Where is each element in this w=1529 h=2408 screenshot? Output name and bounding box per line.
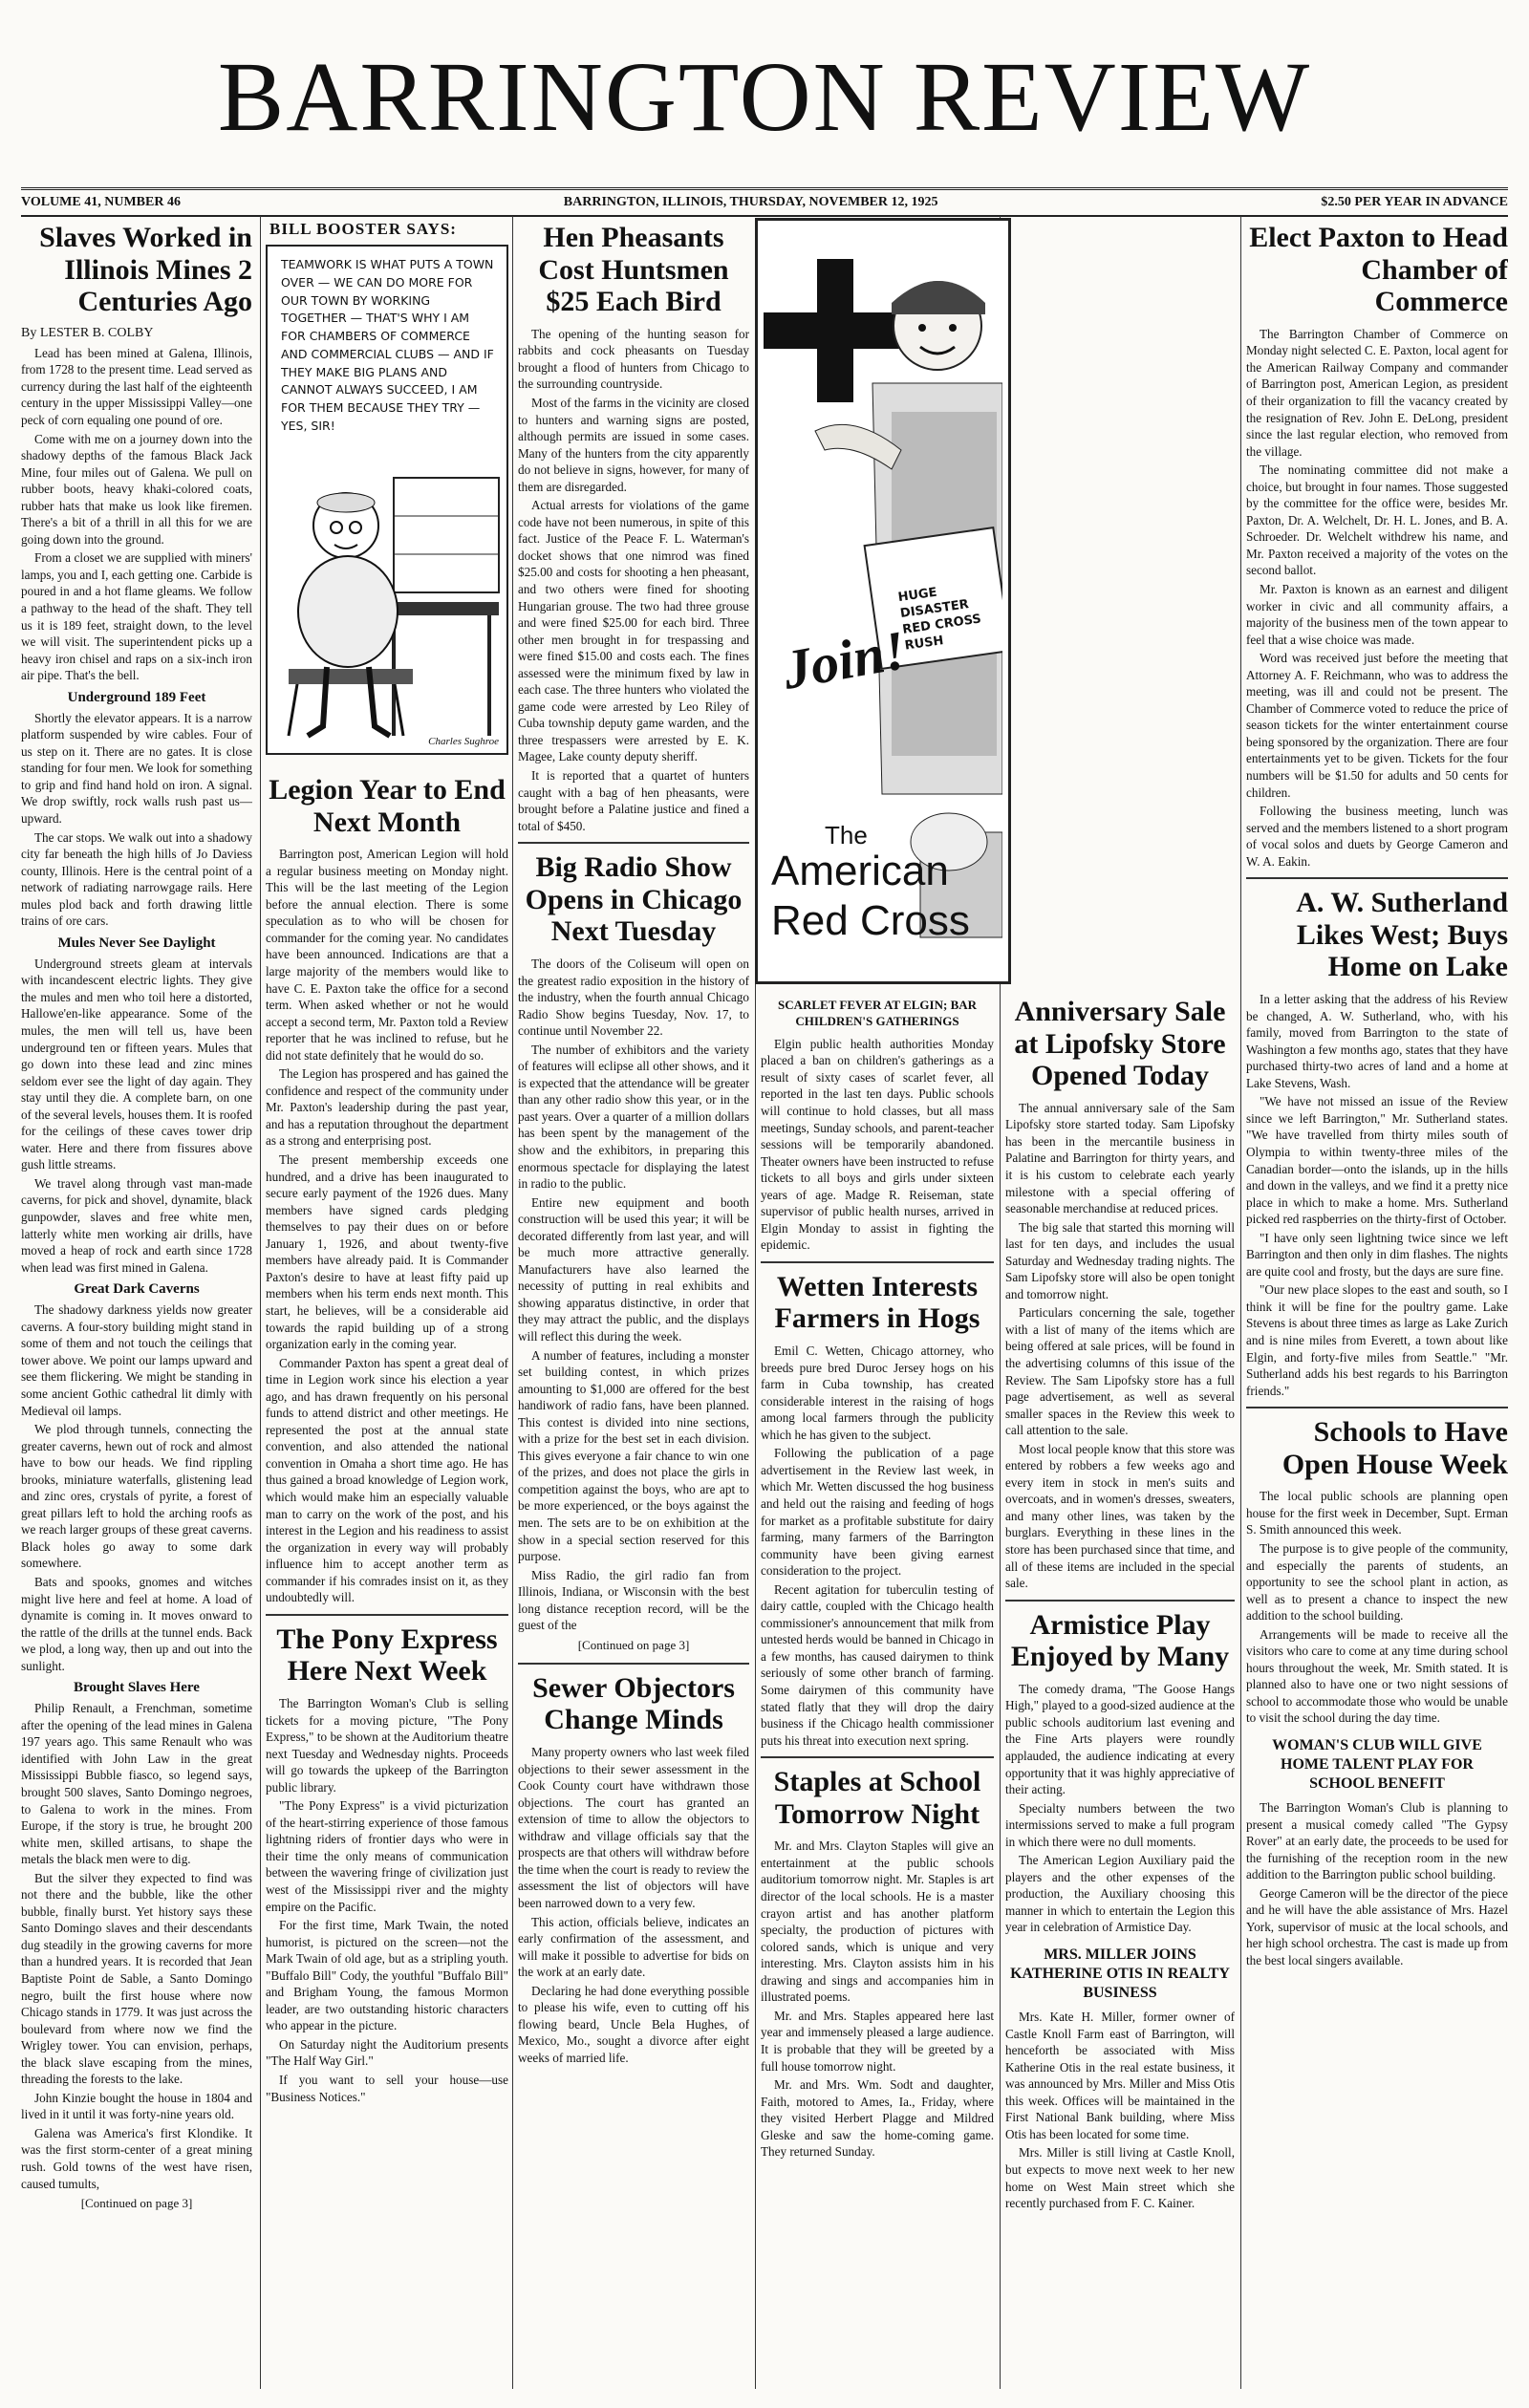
volume-number: VOLUME 41, NUMBER 46 xyxy=(21,195,181,209)
paragraph: Bats and spooks, gnomes and witches might live here and feel at home. A load of dynamite is coming in. It moves onward to the rattle of the drills at the tunnel ends. Back we plod, a long way, then up and out into the sunlight. xyxy=(21,1574,252,1673)
paragraph: Declaring he had done everything possible to please his wife, even to cutting off his flowing beard, Uncle Bela Hughes, of Mexico, Mo., sought a divorce after eight weeks of married life. xyxy=(518,1983,749,2065)
bill-booster-cartoon xyxy=(266,245,508,755)
subheading: Underground 189 Feet xyxy=(67,689,206,705)
article-headline: Legion Year to End Next Month xyxy=(269,774,506,838)
bill-booster-illustration xyxy=(269,459,505,745)
paragraph: Word was received just before the meeting that Attorney A. F. Reichmann, who was to address the meeting, was ill and could not be present. The Chamber of Commerce voted to reduce the price of season tickets for the winter entertainment course being sponsored by the organization. There are four entertainments yet to be given. Tickets for the four numbers will be $1.50 for adults and 50 cents for children. xyxy=(1246,651,1508,800)
paragraph: Mr. and Mrs. Clayton Staples will give an entertainment at the public schools auditorium tomorrow night. Mr. Staples is art director of the local schools. He is a master crayon artist and has another platform specialty, the production of pictures with colored sands, which is unique and very interesting. Mrs. Clayton assists him in his drawing and sings and accompanies him in illustrated poems. xyxy=(761,1838,994,2005)
paragraph: For the first time, Mark Twain, the noted humorist, is pictured on the screen—not the Mark Twain of old age, but as a stripling youth. "Buffalo Bill" Cody, the youthful "Buffalo Bill" and Brigham Young, the famous Mormon leader, are two outstanding historic characters who appear in the picture. xyxy=(266,1918,508,2033)
paragraph: John Kinzie bought the house in 1804 and lived in it until it was forty-nine years old. xyxy=(21,2090,252,2122)
paragraph: It is reported that a quartet of hunters caught with a bag of hen pheasants, were brought before a Palatine justice and fined a total of $450. xyxy=(518,768,749,833)
article-headline: The Pony Express Here Next Week xyxy=(276,1623,498,1688)
article-headline: SCARLET FEVER AT ELGIN; BAR CHILDREN'S GATHERINGS xyxy=(777,998,978,1028)
divider xyxy=(1005,1600,1235,1602)
paragraph: The doors of the Coliseum will open on the greatest radio exposition in the history of the industry, when the fourth annual Chicago Radio Show begins Tuesday, Nov. 17, to continue until November 22. xyxy=(518,956,749,1039)
newspaper-in-poster-text: HUGE DISASTER RED CROSS RUSH xyxy=(896,585,982,654)
subheading: Brought Slaves Here xyxy=(74,1680,200,1696)
paragraph: The car stops. We walk out into a shadowy city far beneath the high hills of Jo Daviess county, Illinois. Here is the central point of a network of radiating narrowgage rails. Here mules plod back and forth drawing little trains of ore cars. xyxy=(21,829,252,929)
paragraph: "I have only seen lightning twice since we left Barrington and then only in dim flashes. The nights are quite cool and frosty, but the days are sure fine. xyxy=(1246,1230,1508,1279)
bill-booster-title: BILL BOOSTER SAYS: xyxy=(269,220,457,238)
article-headline: MRS. MILLER JOINS KATHERINE OTIS IN REALTY BUSINESS xyxy=(1010,1946,1230,2002)
paragraph: The Barrington Chamber of Commerce on Monday night selected C. E. Paxton, local agent for the American Railway Company and commander of Barrington post, American Legion, as president of their organization to fill the vacancy created by the resignation of Rev. John E. DeLong, president since the last regular election, who removed from the village. xyxy=(1246,326,1508,459)
place-date: BARRINGTON, ILLINOIS, THURSDAY, NOVEMBER 12, 1925 xyxy=(563,195,938,209)
paragraph: Actual arrests for violations of the game code have not been numerous, in spite of this fact. Justice of the Peace F. L. Waterman's docket shows that one nimrod was fined $25.00 and costs for shooting a hen pheasant, and two others were fined for shooting Hungarian grouse. The two had three grouse and were fined $25.00 for each bird. Three other men brought in for trespassing and were fined $15.00 and costs each. The fines assessed were the minimum fixed by law in each case. The three hunters who violated the game code were arrested by Leo Riley of Cuba township deputy game warden, and the three trespassers were arrested by E. K. Magee, Lake county deputy sheriff. xyxy=(518,498,749,764)
paragraph: The Legion has prospered and has gained the confidence and respect of the community under Mr. Paxton's leadership during the past year, and has a reputation throughout the department as a strong and enterprising post. xyxy=(266,1066,508,1149)
column-5 xyxy=(1005,990,1235,2389)
paragraph: Entire new equipment and booth construction will be used this year; it will be decorated differently from last year, and will be much more attractive generally. Manufacturers have also learned the necessity of putting in real exhibits and showing apparatus distinctive, in order that they may attract the public, and the displays will reflect this during the week. xyxy=(518,1194,749,1344)
divider xyxy=(518,842,749,844)
column-rule xyxy=(512,216,513,2389)
paragraph: Barrington post, American Legion will hold a regular business meeting on Monday night. This will be the last meeting of the Legion before the annual election. There is some speculation as to who will be chosen for commander for the coming year. No candidates have been announced. Indications are that a large majority of the members would like to have C. E. Paxton take the office for a second term. When asked whether or not he would accept a second term, Mr. Paxton told a Review reporter that he was inclined to refuse, but he did not state definitely that he would do so. xyxy=(266,847,508,1063)
org-line-the: The xyxy=(825,821,868,849)
paragraph: Many property owners who last week filed objections to their sewer assessment in the Cook County court have withdrawn those objections. The court has granted an extension of time to allow the objectors to withdraw and village officials say that the prospects are that others will withdraw before the time when the court is ready to review the assessment the list of objectors will have been narrowed down to a very few. xyxy=(518,1745,749,1910)
paragraph: Emil C. Wetten, Chicago attorney, who breeds pure bred Duroc Jersey hogs on his farm in Cuba township, has created considerable interest in the raising of hogs among local farmers through the publicity which he has given to the subject. xyxy=(761,1344,994,1442)
paragraph: Mrs. Kate H. Miller, former owner of Castle Knoll Farm east of Barrington, will henceforth be associated with Miss Katherine Otis in the real estate business, it was announced by Mrs. Miller and Miss Otis this week. Offices will be maintained in the First National Bank building, where Miss Otis has been located for some time. xyxy=(1005,2010,1235,2141)
divider xyxy=(761,1756,994,1758)
paragraph: George Cameron will be the director of the piece and he will have the able assistance of Mrs. Hazel York, supervisor of music at the local schools, and her high school orchestra. The cast is made up from the best local singers available. xyxy=(1246,1885,1508,1967)
masthead: BARRINGTON REVIEW xyxy=(217,42,1312,152)
subheading: Great Dark Caverns xyxy=(74,1281,200,1298)
paragraph: We plod through tunnels, connecting the greater caverns, hewn out of rock and almost have to bow our heads. We find rippling brooks, miniature waterfalls, glistening lead and zinc ores, crystals of pyrite, a forest of great pillars left to hold the arching roofs as we reach larger groups of these great caverns. Black holes go away to some dark somewhere. xyxy=(21,1422,252,1571)
divider xyxy=(761,1261,994,1263)
paragraph: The local public schools are planning open house for the first week in December, Supt. Erman S. Smith announced this week. xyxy=(1246,1489,1508,1537)
paragraph: Philip Renault, a Frenchman, sometime after the opening of the lead mines in Galena 197 years ago. This same Renault who was identified with John Law in the great Mississippi Bubble fiasco, so legend says, brought 500 slaves, Santo Domingo negroes, to Galena to work in the mines. From Europe, if the story is true, he brought 200 white men, skilled artisans, to shape the metals the black men were to dig. xyxy=(21,1701,252,1867)
red-cross-advertisement xyxy=(755,218,1011,984)
column-4 xyxy=(761,990,994,2389)
paragraph: Mrs. Miller is still living at Castle Knoll, but expects to move next week to her new home on West Main street which she recently purchased from F. C. Kainer. xyxy=(1005,2145,1235,2211)
column-1 xyxy=(21,216,252,2389)
article-headline: Elect Paxton to Head Chamber of Commerce xyxy=(1249,222,1508,318)
paragraph: Galena was America's first Klondike. It was the first storm-center of a great mining rush. Gold towns of the west have risen, caused tumults, xyxy=(21,2125,252,2191)
paragraph: This action, officials believe, indicates an early confirmation of the assessment, and will make it possible to advertise for bids on the work at an early date. xyxy=(518,1914,749,1980)
paragraph: Following the publication of a page advertisement in the Review last week, in which Mr. Wetten discussed the hog business and held out the raising and feeding of hogs for market as a profitable substitute for dairy farming, many farmers of the Barrington community have been giving earnest consideration to the project. xyxy=(761,1446,994,1579)
paragraph: The present membership exceeds one hundred, and a drive has been inaugurated to secure early payment of the 1926 dues. Many members have signed cards pledging themselves to pay their dues on or before January 1, 1926, and about twenty-five members have already paid. It is Commander Paxton's desire to have at least fifty paid up members when his term ends next month. This start, he believes, will be a considerable aid towards the rapid building up of a strong organization early in the coming year. xyxy=(266,1152,508,1352)
article-headline: WOMAN'S CLUB WILL GIVE HOME TALENT PLAY FOR SCHOOL BENEFIT xyxy=(1272,1737,1482,1793)
paragraph: But the silver they expected to find was not there and the bubble, like the other bubble, finally burst. Yet history says these Santo Domingo slaves and their descendants dug steadily in the growing caverns for more than a hundred years. It is recorded that Jean Baptiste Point de Sable, a Santo Domingo negro, built the first house where now Chicago stands in 1779. It was just across the boulevard from where now we find the Wrigley tower. You can envision, perhaps, the black slave escaping from the mines, threading the forests to the lake. xyxy=(21,1870,252,2087)
paragraph: The Barrington Woman's Club is selling tickets for a moving picture, "The Pony Express," to be shown at the Auditorium theatre next Tuesday and Wednesday nights. Proceeds will go towards the upkeep of the Barrington public library. xyxy=(266,1695,508,1795)
paragraph: The shadowy darkness yields now greater caverns. A four-story building might stand in some of them and not touch the ceilings that tower above. We point our lamps upward and see them flickering. We might be standing in some ancient Gothic cathedral lit dimly with Medieval oil lamps. xyxy=(21,1302,252,1418)
article-headline: Anniversary Sale at Lipofsky Store Opened Today xyxy=(1014,996,1226,1092)
divider xyxy=(518,1663,749,1665)
paragraph: Most local people know that this store was entered by robbers a few weeks ago and every item in stock in men's suits and overcoats, and in women's dresses, sweaters, and many other lines, was taken by the burglars. Everything in these lines in the store has been purchased since that time, and all of these items are included in the special sale. xyxy=(1005,1441,1235,1591)
paragraph: The comedy drama, "The Goose Hangs High," played to a good-sized audience at the public schools auditorium last evening and the Fine Arts players were roundly applauded, the audience indicating at every opportunity that it was highly appreciative of their acting. xyxy=(1005,1681,1235,1797)
paragraph: Specialty numbers between the two intermissions served to make a full program in which there were no dull moments. xyxy=(1005,1800,1235,1849)
paragraph: Arrangements will be made to receive all the visitors who care to come at any time during school hours throughout the week, Mr. Smith stated. It is planned also to have one or two night sessions of school to accommodate those who would be unable to visit the school during the day time. xyxy=(1246,1626,1508,1726)
cartoon-speech-text: TEAMWORK IS WHAT PUTS A TOWN OVER — WE CAN DO MORE FOR OUR TOWN BY WORKING TOGETHER — THAT'S WHY I AM FOR CHAMBERS OF COMMERCE AND COMMERCIAL CLUBS — AND IF THEY MAKE BIG PLANS AND CANNOT ALWAYS SUCCEED, I AM FOR THEM BECAUSE THEY TRY — YES, SIR! xyxy=(281,257,494,433)
paragraph: Underground streets gleam at intervals with incandescent electric lights. They give the mules and men who toil here a distorted, Hallowe'en-like appearance. Some of the mules, the men will tell us, have been underground ten or fifteen years. Mules that go down into these lead and zinc mines seldom ever see the light of day again. They stay until they die. A complete barn, on one of the several levels, houses them. It is roofed for the ceilings of these caves tower drip water. Here and there from fissures above gush little streams. xyxy=(21,956,252,1172)
paragraph: Lead has been mined at Galena, Illinois, from 1728 to the present time. Lead served as currency during the last half of the eighteenth century in the upper Mississippi Valley—one peck of corn equaling one pound of ore. xyxy=(21,345,252,427)
org-line-red-cross: Red Cross xyxy=(771,897,970,944)
paragraph: Miss Radio, the girl radio fan from Illinois, Indiana, or Wisconsin with the best long distance reception record, will be the guest of the xyxy=(518,1567,749,1633)
paragraph: The opening of the hunting season for rabbits and cock pheasants on Tuesday brought a flood of hunters from Chicago to the surrounding countryside. xyxy=(518,326,749,392)
byline: By LESTER B. COLBY xyxy=(21,325,154,340)
divider xyxy=(1246,1407,1508,1408)
article-headline: Slaves Worked in Illinois Mines 2 Centuries Ago xyxy=(39,222,252,318)
paragraph: A number of features, including a monster set building contest, in which prizes amounting to $1,000 are offered for the best handiwork of radio fans, have been planned. This contest is divided into nine sections, with a prize for the best set in each division. This gives everyone a fair chance to win one of the prizes, and does not place the girls in competition against the boys, who are apt to be more experienced, or the boys against the men. The sets are to be on exhibition at the show in a special section reserved for this purpose. xyxy=(518,1347,749,1564)
paragraph: Shortly the elevator appears. It is a narrow platform suspended by wire cables. Four of us step on it. There are no gates. It is close standing for four men. We look for something to grip and find hand hold on iron. A signal. We drop swiftly, rock walls rush past us—upward. xyxy=(21,710,252,826)
paragraph: Come with me on a journey down into the shadowy depths of the famous Black Jack Mine, four miles out of Galena. We pull on rubber boots, heavy khaki-colored coats, rubber hats that make us look like firemen. There's a bit of a thrill in all this for we are going down into the ground. xyxy=(21,431,252,547)
paragraph: "We have not missed an issue of the Review since we left Barrington," Mr. Sutherland states. "We have travelled from thirty miles south of Olympia to within twenty-three miles of the Canadian border—onto the islands, up in the hills and down in the valleys, and we find it a pretty nice place in which to make a home. Mrs. Sutherland picked red raspberries on the thirty-first of October. xyxy=(1246,1094,1508,1227)
cartoon-signature: Charles Sughroe xyxy=(428,736,499,747)
paragraph: The number of exhibitors and the variety of features will eclipse all other shows, and it is expected that the attendance will be greater than any other radio show this year, or in the past years. Over a quarter of a million dollars has been spent by the management of the show and the exhibitors, in preparing this enormous spectacle for displaying the latest in radio to the public. xyxy=(518,1042,749,1192)
paragraph: The American Legion Auxiliary paid the players and the other expenses of the production, the Auxiliary choosing this manner in which to entertain the Legion this year in celebration of Armistice Day. xyxy=(1005,1853,1235,1935)
paragraph: Commander Paxton has spent a great deal of time in Legion work since his election a year ago, and has drawn frequently on his personal funds to attend district and other meetings. He represented the post at the annual state convention, and also attended the national convention in Omaha a short time ago. He has thus gained a broad knowledge of Legion work, which would make him an especially valuable man to carry on the work of the post, and his interest in the Legion and his readiness to assist the organization in every way will probably influence him to accept another term as commander if his comrades insist on it, as they undoubtedly will. xyxy=(266,1355,508,1605)
column-rule xyxy=(260,216,261,2389)
paragraph: On Saturday night the Auditorium presents "The Half Way Girl." xyxy=(266,2036,508,2069)
paragraph: The big sale that started this morning will last for ten days, and includes the usual Saturday and Wednesday trading nights. The Sam Lipofsky store will also be open tonight and tomorrow night. xyxy=(1005,1219,1235,1301)
column-3 xyxy=(518,216,749,2389)
article-headline: Big Radio Show Opens in Chicago Next Tuesday xyxy=(525,851,743,948)
article-headline: Schools to Have Open House Week xyxy=(1281,1416,1508,1480)
paragraph: We travel along through vast man-made caverns, for pick and shovel, dynamite, black gunpowder, slaves and free white men, latterly white men working air drills, have moved a heap of rock and earth since 1728 when lead was first mined in Galena. xyxy=(21,1175,252,1275)
paragraph: The nominating committee did not make a choice, but brought in four names. Those suggested by the committee for the office were, besides Mr. Paxton, Dr. A. Welchelt, Dr. H. L. Jones, and B. A. Schroeder. Dr. Welchelt withdrew his name, and Mr. Paxton received a majority of the votes on the second ballot. xyxy=(1246,462,1508,578)
paragraph: The purpose is to give people of the community, and especially the parents of students, an opportunity to see the school plant in action, as well as to present a chance to inspect the new addition to the school building. xyxy=(1246,1541,1508,1623)
org-line-american: American xyxy=(771,848,949,894)
column-rule xyxy=(755,984,756,2389)
paragraph: "The Pony Express" is a vivid picturization of the heart-stirring experience of those famous lightning riders of frontier days who were in their time the only means of communication between the wavering fringe of civilization just west of the Mississippi river and the mighty empire on the Pacific. xyxy=(266,1798,508,1914)
paragraph: Recent agitation for tuberculin testing of dairy cattle, coupled with the Chicago health commissioner's announcement that milk from untested herds would be banned in Chicago in a few months, has caused dairymen to think seriously of some other branch of farming. Some dairymen of this community have stated flatly that they will drop the dairy business if the Chicago health commissioner puts his threat into execution next spring. xyxy=(761,1581,994,1748)
paragraph: Following the business meeting, lunch was served and the members listened to a short program of vocal solos and duets by George Cameron and W. A. Eakin. xyxy=(1246,804,1508,869)
paragraph: Mr. and Mrs. Staples appeared here last year and immensely pleased a large audience. It is probable that they will be greeted by a full house tomorrow night. xyxy=(761,2008,994,2074)
subscription-price: $2.50 PER YEAR IN ADVANCE xyxy=(1321,195,1508,209)
article-headline: Staples at School Tomorrow Night xyxy=(773,1766,981,1830)
paragraph: From a closet we are supplied with miners' lamps, you and I, each getting one. Carbide is poured in and a hot flame gleams. We follow a pathway to the head of the shaft. They tell us it is 189 feet, straight down, to the level we will visit. The superintendent picks up a heavy iron chisel and raps on a six-inch iron air pipe. That's the bell. xyxy=(21,550,252,683)
article-headline: Sewer Objectors Change Minds xyxy=(532,1671,735,1736)
dateline-bar xyxy=(21,187,1508,217)
paragraph: Particulars concerning the sale, together with a list of many of the items which are being offered at sale prices, will be found in the advertising columns of this issue of the Review. The Sam Lipofsky store has a full page advertisement, as well as several smaller spaces in the Review this week to call attention to the sale. xyxy=(1005,1305,1235,1438)
divider xyxy=(1246,877,1508,879)
article-headline: Wetten Interests Farmers in Hogs xyxy=(774,1270,980,1335)
paragraph: Mr. Paxton is known as an earnest and diligent worker in civic and all community affairs, a majority of the business men of the town appear to feel that a wise choice was made. xyxy=(1246,581,1508,647)
column-rule xyxy=(1240,216,1241,2389)
divider xyxy=(266,1614,508,1616)
continued-note: [Continued on page 3] xyxy=(577,1637,690,1652)
paragraph: The Barrington Woman's Club is planning to present a musical comedy called "The Gypsy Rover" at an early date, the proceeds to be used for the furnishing of the reception room in the new addition to the Barrington public school building. xyxy=(1246,1800,1508,1882)
paragraph: "Our new place slopes to the east and south, so I think it will be fine for the poultry game. Lake Stevens is about three times as large as Lake Zurich and is nine miles from Everett, a town about like Elgin, and forty-five miles from Seattle." "Mr. Sutherland adds his best regards to his Barrington friends." xyxy=(1246,1282,1508,1398)
paragraph: Mr. and Mrs. Wm. Sodt and daughter, Faith, motored to Ames, Ia., Friday, where they visited Herbert Plagge and Mildred Gleske and saw the home-coming game. They returned Sunday. xyxy=(761,2077,994,2160)
subheading: Mules Never See Daylight xyxy=(57,935,216,951)
paragraph: Elgin public health authorities Monday placed a ban on children's gatherings as a result of sixty cases of scarlet fever, all reported in the last ten days. Public schools will continue to hold classes, but all mass meetings, Sunday schools, and parent-teacher sessions will be temporarily abandoned. Theater owners have been instructed to refuse tickets to all boys and girls under sixteen years of age. Madge R. Reiseman, state supervisor of public health nurses, arrived in Elgin Monday to assist in fighting the epidemic. xyxy=(761,1036,994,1253)
article-headline: Hen Pheasants Cost Huntsmen $25 Each Bird xyxy=(538,222,729,318)
column-2 xyxy=(266,216,508,2389)
paragraph: If you want to sell your house—use "Business Notices." xyxy=(266,2073,508,2104)
join-slogan: Join! xyxy=(778,618,911,701)
paragraph: Most of the farms in the vicinity are closed to hunters and warning signs are posted, although permits are issued in some cases. Many of the hunters from the city apparently do not believe in signs, however, for many of them are disregarded. xyxy=(518,395,749,494)
paragraph: The annual anniversary sale of the Sam Lipofsky store started today. Sam Lipofsky has been in the mercantile business in Palatine and Barrington for thirty years, and it is his custom to celebrate each yearly milestone with a special offering of seasonable merchandise at reduced prices. xyxy=(1005,1100,1235,1216)
column-6 xyxy=(1246,216,1508,2389)
continued-note: [Continued on page 3] xyxy=(80,2196,193,2211)
article-headline: A. W. Sutherland Likes West; Buys Home on Lake xyxy=(1296,887,1508,983)
article-headline: Armistice Play Enjoyed by Many xyxy=(1010,1608,1230,1673)
paragraph: In a letter asking that the address of his Review be changed, A. W. Sutherland, who, with his family, moved from Barrington to the state of Washington a few months ago, states that they have purchased thirty-two acres of land and a home at Lake Stevens, Wash. xyxy=(1246,992,1508,1090)
